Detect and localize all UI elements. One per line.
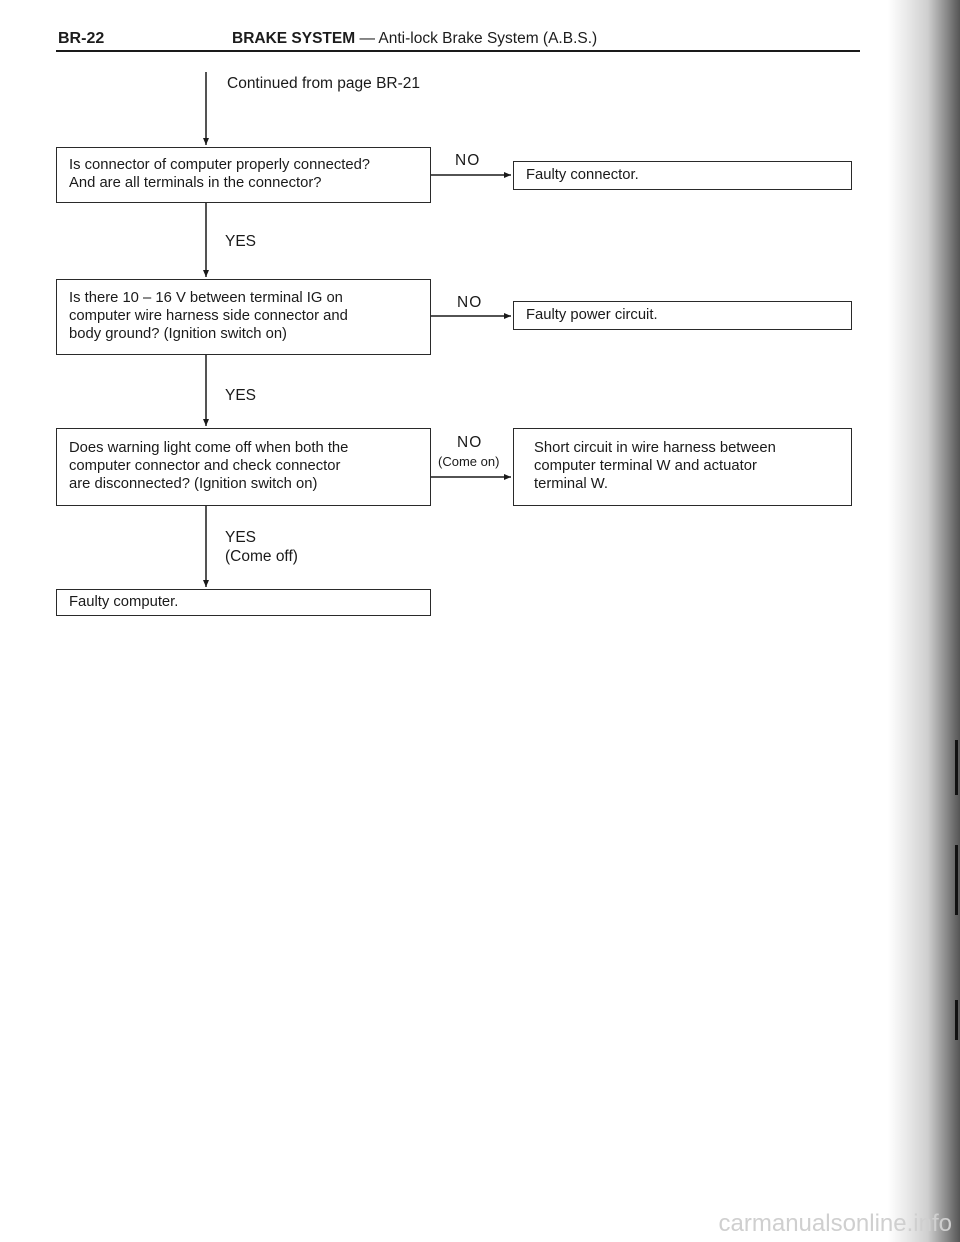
result-box-1: Faulty connector.	[513, 161, 852, 190]
continued-note: Continued from page BR-21	[227, 75, 421, 92]
section-title-bold: BRAKE SYSTEM	[232, 30, 356, 47]
yes-label-1: YES	[225, 233, 257, 250]
page-number: BR-22	[58, 30, 105, 47]
watermark: carmanualsonline.info	[718, 1210, 952, 1237]
binding-margin	[888, 0, 960, 1242]
yes-label-3: YES (Come off)	[225, 529, 298, 565]
final-result-box: Faulty computer.	[56, 589, 431, 616]
question-box-2: Is there 10 – 16 V between terminal IG on computer wire harness side connector and body ground? (Ignition switch on)	[56, 279, 431, 355]
no-label-1: NO	[455, 152, 481, 169]
binding-mark	[955, 740, 958, 795]
no-label-2: NO	[457, 294, 483, 311]
binding-mark	[955, 845, 958, 915]
yes-label-2: YES	[225, 387, 257, 404]
result-box-3: Short circuit in wire harness between computer terminal W and actuator terminal W.	[513, 428, 852, 506]
no-label-3: NO	[457, 434, 483, 451]
question-box-1: Is connector of computer properly connected? And are all terminals in the connector?	[56, 147, 431, 203]
section-title-rest: — Anti-lock Brake System (A.B.S.)	[355, 30, 598, 47]
binding-mark	[955, 1000, 958, 1040]
question-box-3: Does warning light come off when both the computer connector and check connector are disconnected? (Ignition switch on)	[56, 428, 431, 506]
no-sublabel-3: (Come on)	[438, 454, 500, 469]
result-box-2: Faulty power circuit.	[513, 301, 852, 330]
